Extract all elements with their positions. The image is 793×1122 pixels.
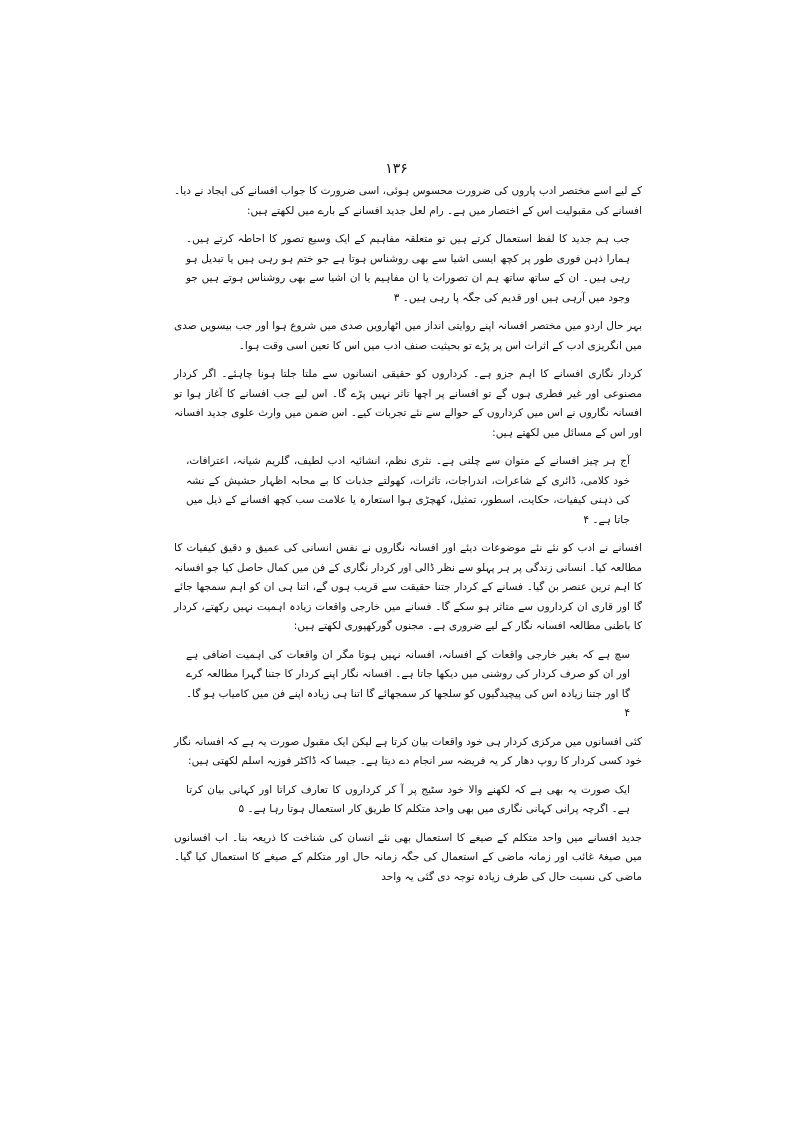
paragraph: بہر حال اردو میں مختصر افسانہ اپنے روایتی انداز میں اٹھارویں صدی میں شروع ہوا اور جب بیسویں صدی میں انگریزی ادب کے اثرات اس پر پڑے تو بحیثیت صنف ادب میں اس کا تعین اسی وقت ہوا۔ bbox=[174, 320, 642, 352]
block-quote: سچ ہے کہ بغیر خارجی واقعات کے افسانہ، افسانہ نہیں ہوتا مگر ان واقعات کی اہمیت اضافی ہے اور ان کو صرف کردار کی روشنی میں دیکھا جاتا ہے۔ افسانہ نگار اپنے کردار کا جتنا گہرا مطالعہ کرے گا اور جتنا زیادہ اس کی پیچیدگیوں کو سلجھا کر سمجھائے گا اتنا ہی زیادہ اپنے فن میں کامیاب ہو گا۔ ۴ bbox=[186, 648, 630, 719]
paragraph: کئی افسانوں میں مرکزی کردار ہی خود واقعات بیان کرتا ہے لیکن ایک مقبول صورت یہ ہے کہ افسانہ نگار خود کسی کردار کا روپ دھار کر یہ فریضہ سر انجام دے دیتا ہے۔ جیسا کہ ڈاکٹر فوزیہ اسلم لکھتی ہیں: bbox=[174, 735, 642, 767]
paragraph: جدید افسانے میں واحد متکلم کے صیغے کا استعمال بھی نئے انسان کی شناخت کا ذریعہ بنا۔ اب افسانوں میں صیغۂ غائب اور زمانہ ماضی کے استعمال کی جگہ زمانہ حال اور متکلم کے صیغے کا استعمال کیا گیا۔ ماضی کی نسبت حال کی طرف زیادہ توجہ دی گئی یہ واحد bbox=[174, 831, 642, 883]
page-body bbox=[174, 182, 642, 896]
paragraph: کے لیے اسے مختصر ادب پاروں کی ضرورت محسوس ہوئی، اسی ضرورت کا جواب افسانے کی ایجاد نے دیا۔ افسانے کی مقبولیت اس کے اختصار میں ہے۔ رام لعل جدید افسانے کے بارے میں لکھتے ہیں: bbox=[174, 185, 642, 217]
page-number: ۱۳۶ bbox=[385, 161, 408, 177]
paragraph: افسانے نے ادب کو نئے نئے موضوعات دیئے اور افسانہ نگاروں نے نفس انسانی کی عمیق و دقیق کیفیات کا مطالعہ کیا۔ انسانی زندگی پر ہر پہلو سے نظر ڈالی اور کردار نگاری کے فن میں کمال حاصل کیا جو افسانہ کا اہم ترین عنصر بن گیا۔ فسانے کے کردار جتنا حقیقت سے قریب ہوں گے، اتنا ہی ان کو اہم سمجھا جائے گا اور قاری ان کرداروں سے متاثر ہو سکے گا۔ فسانے میں خارجی واقعات زیادہ اہمیت نہیں رکھتے، کردار کا باطنی مطالعہ افسانہ نگار کے لیے ضروری ہے۔ مجنوں گورکھپوری لکھتے ہیں: bbox=[174, 542, 643, 632]
block-quote: ایک صورت یہ بھی ہے کہ لکھنے والا خود سٹیج پر آ کر کرداروں کا تعارف کراتا اور کہانی بیان کرتا ہے۔ اگرچہ پرانی کہانی نگاری میں بھی واحد متکلم کا طریق کار استعمال ہوتا رہا ہے۔ ۵ bbox=[186, 783, 630, 815]
block-quote: آج ہر چیز افسانے کے متوان سے چلتی ہے۔ نثری نظم، انشائیہ ادب لطیف، گلریم شیانہ، اعترافات، خود کلامی، ڈائری کے شاعرات، اندراجات، تاثرات، کھولتے جذبات کا بے محابہ اظہار حشیش کے نشہ کی ذہنی کیفیات، حکایت، اسطور، تمثیل، کھچڑی ہوا استعارہ یا علامت سب کچھ افسانے کے ذیل میں جاتا ہے۔ ۴ bbox=[186, 455, 630, 526]
block-quote: جب ہم جدید کا لفظ استعمال کرتے ہیں تو متعلقہ مفاہیم کے ایک وسیع تصور کا احاطہ کرتے ہیں۔ ہمارا ذہن فوری طور پر کچھ ایسی اشیا سے بھی روشناس ہوتا ہے جو ختم ہو رہی ہیں یا تبدیل ہو رہی ہیں۔ ان کے ساتھ ساتھ ہم ان تصورات یا ان مفاہیم یا ان اشیا سے بھی روشناس ہوتے ہیں جو وجود میں آرہی ہیں اور قدیم کی جگہ پا رہی ہیں۔ ۳ bbox=[186, 233, 630, 304]
paragraph: کردار نگاری افسانے کا اہم جزو ہے۔ کرداروں کو حقیقی انسانوں سے ملتا جلتا ہونا چاہئے۔ اگر کردار مصنوعی اور غیر فطری ہوں گے تو افسانے پر اچھا تاثر نہیں پڑے گا۔ اس لیے جب افسانے کا آغاز ہوا تو افسانہ نگاروں نے اس میں کرداروں کے حوالے سے نئے تجربات کیے۔ اس ضمن میں وارث علوی جدید افسانہ اور اس کے مسائل میں لکھتے ہیں: bbox=[174, 368, 642, 439]
